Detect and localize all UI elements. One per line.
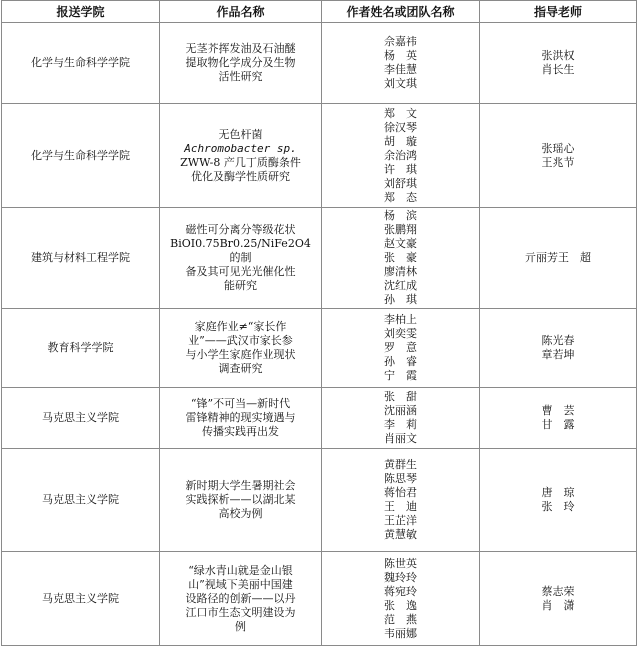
advisor-name: 张洪权 bbox=[541, 49, 575, 62]
work-title-line: 活性研究 bbox=[218, 70, 263, 83]
author-name: 孙 睿 bbox=[384, 355, 417, 368]
table-row bbox=[2, 23, 637, 104]
advisor-name: 唐 琼 bbox=[541, 486, 575, 499]
header-advisor: 指导老师 bbox=[480, 1, 637, 23]
advisor-name: 甘 露 bbox=[541, 418, 575, 431]
table-body bbox=[2, 23, 637, 646]
work-title-line: Achromobacter sp. bbox=[184, 141, 297, 155]
work-title-line: 山”视域下美丽中国建 bbox=[188, 577, 293, 591]
work-title-line: 设路径的创新——以丹 bbox=[185, 591, 296, 605]
cell-work-title bbox=[160, 388, 322, 449]
cell-authors bbox=[322, 208, 480, 309]
header-school: 报送学院 bbox=[2, 1, 160, 23]
work-title-line: 雷锋精神的现实境遇与 bbox=[185, 411, 296, 424]
cell-work-title bbox=[160, 104, 322, 208]
author-name: 杨 英 bbox=[384, 49, 417, 62]
author-name: 张 甜 bbox=[384, 390, 417, 403]
author-name: 张 逸 bbox=[384, 598, 417, 612]
work-title-line: 调查研究 bbox=[218, 362, 263, 375]
work-title-line: “绿水青山就是金山银 bbox=[188, 563, 293, 577]
author-name: 范 燕 bbox=[384, 612, 417, 626]
author-name: 张鹏翔 bbox=[384, 223, 417, 236]
author-name: 沈红成 bbox=[384, 279, 417, 292]
cell-advisors bbox=[480, 388, 637, 449]
advisor-name: 陈光春 bbox=[541, 334, 575, 347]
author-name: 蒋宛玲 bbox=[384, 584, 417, 598]
cell-advisors bbox=[480, 104, 637, 208]
table-row bbox=[2, 449, 637, 552]
work-title-line: 家庭作业≠“家长作 bbox=[194, 320, 287, 333]
advisor-name: 章若坤 bbox=[541, 348, 575, 361]
author-name: 徐汉琴 bbox=[384, 120, 417, 134]
cell-advisors bbox=[480, 208, 637, 309]
author-name: 刘舒琪 bbox=[384, 176, 417, 190]
cell-school: 化学与生命科学学院 bbox=[2, 23, 160, 104]
cell-authors bbox=[322, 104, 480, 208]
cell-work-title bbox=[160, 23, 322, 104]
cell-work-title bbox=[160, 449, 322, 552]
work-title-line: 优化及酶学性质研究 bbox=[191, 169, 290, 183]
author-name: 王芷洋 bbox=[384, 514, 417, 527]
author-name: 李佳慧 bbox=[384, 63, 417, 76]
header-authors: 作者姓名或团队名称 bbox=[322, 1, 480, 23]
author-name: 李柏上 bbox=[384, 313, 417, 326]
author-name: 陈世英 bbox=[384, 556, 417, 570]
table-row bbox=[2, 208, 637, 309]
advisor-name: 张瑶心 bbox=[541, 141, 575, 155]
cell-advisors bbox=[480, 309, 637, 388]
author-name: 李 莉 bbox=[384, 418, 417, 431]
author-name: 罗 意 bbox=[384, 341, 417, 354]
advisor-name: 肖 潇 bbox=[541, 598, 575, 612]
cell-advisors bbox=[480, 449, 637, 552]
table-row bbox=[2, 309, 637, 388]
cell-school: 化学与生命科学学院 bbox=[2, 104, 160, 208]
cell-advisors bbox=[480, 552, 637, 646]
author-name: 廖清林 bbox=[384, 265, 417, 278]
advisor-name: 肖长生 bbox=[541, 63, 575, 76]
author-name: 张 豪 bbox=[384, 251, 417, 264]
cell-authors bbox=[322, 23, 480, 104]
work-title-line: 新时期大学生暑期社会 bbox=[185, 479, 296, 492]
work-title-line: 与小学生家庭作业现状 bbox=[185, 348, 296, 361]
cell-authors bbox=[322, 552, 480, 646]
table-header-row bbox=[2, 1, 637, 23]
author-name: 黄慧敏 bbox=[384, 528, 417, 541]
author-name: 魏玲玲 bbox=[384, 570, 417, 584]
author-name: 肖丽文 bbox=[384, 432, 417, 445]
cell-school: 马克思主义学院 bbox=[2, 552, 160, 646]
author-name: 韦丽娜 bbox=[384, 626, 417, 640]
cell-work-title bbox=[160, 309, 322, 388]
author-name: 蒋怡君 bbox=[384, 486, 417, 499]
work-title-line: 无色杆菌 bbox=[218, 127, 263, 141]
work-title-line: 业”——武汉市家长参 bbox=[188, 334, 293, 347]
table-row bbox=[2, 104, 637, 208]
work-title-line: “锋”不可当—新时代 bbox=[190, 397, 291, 410]
work-title-line: 备及其可见光光催化性 bbox=[185, 265, 296, 278]
work-title-line: 实践探析——以湖北某 bbox=[185, 493, 296, 506]
author-name: 沈丽涵 bbox=[384, 404, 417, 417]
cell-school: 马克思主义学院 bbox=[2, 388, 160, 449]
author-name: 黄群生 bbox=[384, 458, 417, 471]
cell-work-title bbox=[160, 208, 322, 309]
author-name: 赵文豪 bbox=[384, 237, 417, 250]
author-name: 陈思琴 bbox=[384, 472, 417, 485]
work-title-line: ZWW-8 产几丁质酶条件 bbox=[180, 155, 301, 169]
author-name: 宁 霞 bbox=[384, 369, 417, 382]
work-title-line: 例 bbox=[235, 619, 246, 633]
cell-school: 建筑与材料工程学院 bbox=[2, 208, 160, 309]
author-name: 刘奕雯 bbox=[384, 327, 417, 340]
author-name: 许 琪 bbox=[384, 162, 417, 176]
work-title-line: 江口市生态文明建设为 bbox=[185, 605, 296, 619]
awards-table bbox=[1, 0, 637, 646]
cell-work-title bbox=[160, 552, 322, 646]
author-name: 余治鸿 bbox=[384, 148, 417, 162]
cell-authors bbox=[322, 309, 480, 388]
work-title-line: BiOI0.75Br0.25/NiFe2O4 的制 bbox=[170, 237, 311, 264]
work-title-line: 传播实践再出发 bbox=[202, 425, 279, 438]
author-name: 王 迪 bbox=[384, 500, 417, 513]
author-name: 郑 文 bbox=[384, 106, 417, 120]
work-title-line: 高校为例 bbox=[218, 507, 263, 520]
advisor-name: 张 玲 bbox=[541, 500, 575, 513]
advisor-name: 曹 芸 bbox=[541, 404, 575, 417]
author-name: 郑 态 bbox=[384, 190, 417, 204]
author-name: 杨 滨 bbox=[384, 209, 417, 222]
advisor-name: 王兆节 bbox=[541, 155, 575, 169]
advisor-name: 亓丽芳王 超 bbox=[525, 251, 591, 264]
author-name: 佘嘉祎 bbox=[384, 35, 417, 48]
header-work-title: 作品名称 bbox=[160, 1, 322, 23]
cell-advisors bbox=[480, 23, 637, 104]
work-title-line: 无茎芥挥发油及石油醚 bbox=[185, 42, 296, 55]
cell-school: 教育科学学院 bbox=[2, 309, 160, 388]
author-name: 胡 璇 bbox=[384, 134, 417, 148]
cell-authors bbox=[322, 388, 480, 449]
author-name: 刘文琪 bbox=[384, 77, 417, 90]
advisor-name: 蔡志荣 bbox=[541, 584, 575, 598]
work-title-line: 提取物化学成分及生物 bbox=[185, 56, 296, 69]
author-name: 孙 琪 bbox=[384, 293, 417, 306]
cell-authors bbox=[322, 449, 480, 552]
table-row bbox=[2, 388, 637, 449]
work-title-line: 能研究 bbox=[224, 279, 257, 292]
cell-school: 马克思主义学院 bbox=[2, 449, 160, 552]
table-row bbox=[2, 552, 637, 646]
work-title-line: 磁性可分离分等级花状 bbox=[185, 223, 296, 236]
